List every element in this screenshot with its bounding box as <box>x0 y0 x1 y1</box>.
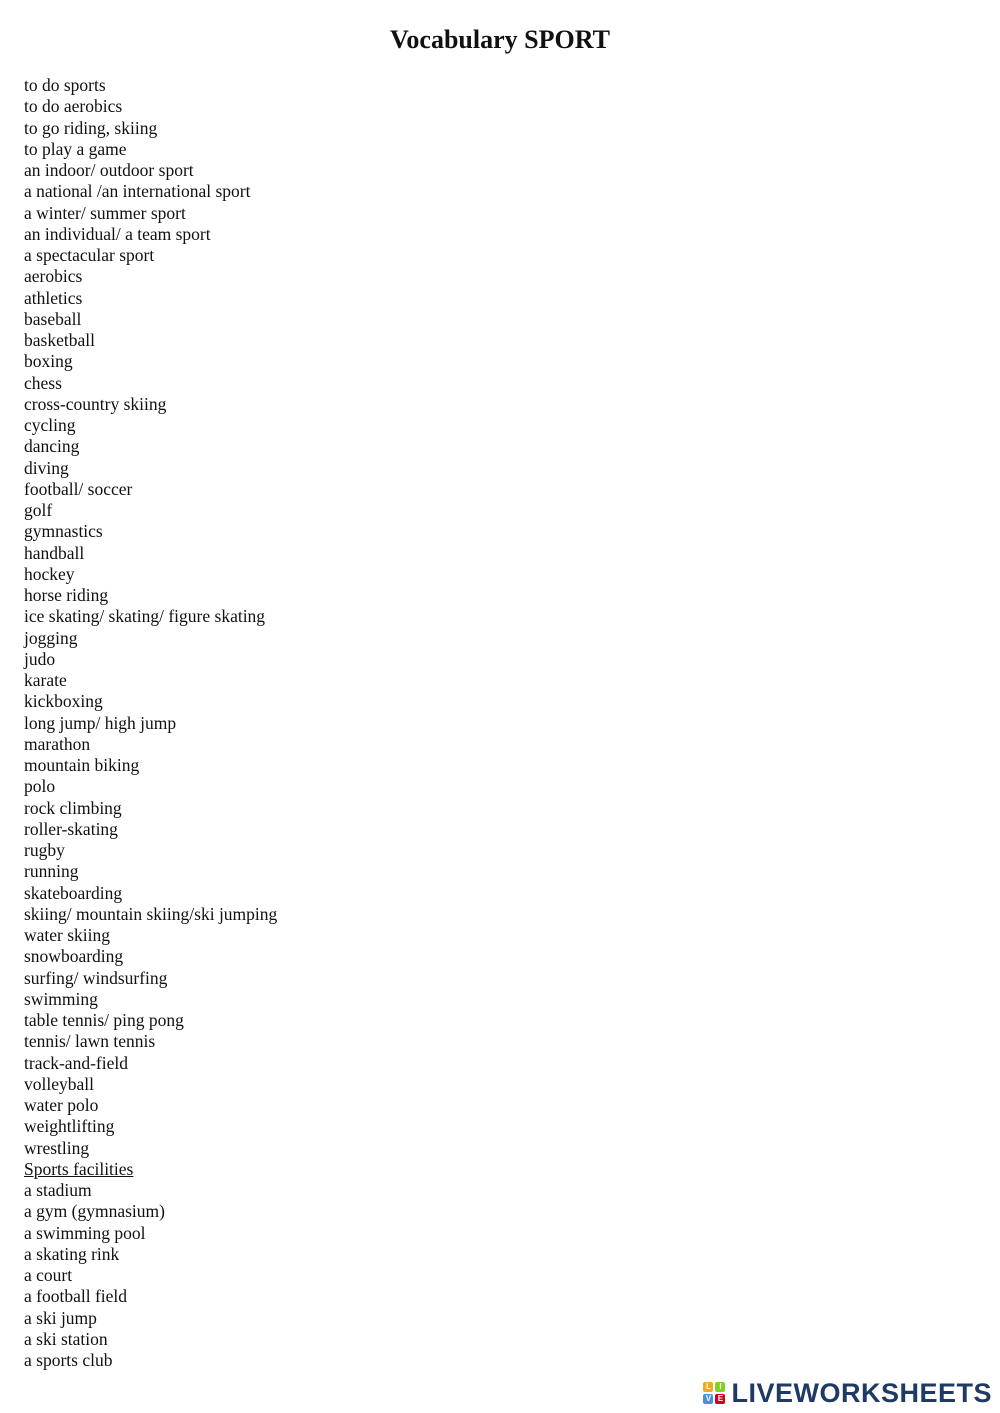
list-item: tennis/ lawn tennis <box>24 1031 156 1052</box>
list-item: running <box>24 861 79 882</box>
list-item: water skiing <box>24 925 111 945</box>
list-item: swimming <box>24 988 98 1009</box>
list-item: cycling <box>24 415 76 435</box>
list-item: ice skating/ skating/ figure skating <box>24 606 266 627</box>
list-item: basketball <box>24 330 95 350</box>
list-item: to play a game <box>24 138 127 159</box>
list-item: surfing/ windsurfing <box>24 967 168 988</box>
list-item: skateboarding <box>24 882 123 903</box>
liveworksheets-logo <box>703 1376 992 1410</box>
list-item: a sports club <box>24 1350 113 1370</box>
list-item: a football field <box>24 1286 128 1307</box>
list-item: mountain biking <box>24 755 140 775</box>
list-item: track-and-field <box>24 1052 128 1073</box>
list-item: wrestling <box>24 1137 90 1158</box>
list-item: a skating rink <box>24 1243 120 1264</box>
list-item: roller-skating <box>24 818 118 839</box>
list-item: karate <box>24 670 67 690</box>
list-item: table tennis/ ping pong <box>24 1010 184 1030</box>
list-item: a swimming pool <box>24 1222 146 1243</box>
logo-text: LIVEWORKSHEETS <box>731 1377 992 1408</box>
list-item: kickboxing <box>24 691 103 712</box>
list-item: a gym (gymnasium) <box>24 1201 165 1222</box>
list-item: long jump/ high jump <box>24 712 177 733</box>
list-item: judo <box>24 648 56 669</box>
list-item: a winter/ summer sport <box>24 202 186 223</box>
list-item: a ski jump <box>24 1307 97 1328</box>
list-item: to do sports <box>24 75 106 95</box>
list-item: an individual/ a team sport <box>24 223 211 244</box>
list-item: athletics <box>24 287 83 308</box>
list-item: to go riding, skiing <box>24 117 158 138</box>
list-item: snowboarding <box>24 946 124 967</box>
list-item: cross-country skiing <box>24 393 167 414</box>
list-item: golf <box>24 500 53 520</box>
logo-tile: L <box>703 1382 713 1392</box>
list-item: boxing <box>24 351 73 372</box>
section-heading-facilities: Sports facilities <box>24 1158 134 1179</box>
list-item: polo <box>24 776 56 797</box>
list-item: weightlifting <box>24 1116 115 1137</box>
list-item: skiing/ mountain skiing/ski jumping <box>24 903 278 924</box>
list-item: water polo <box>24 1095 99 1115</box>
list-item: rugby <box>24 840 65 860</box>
list-item: aerobics <box>24 266 83 287</box>
list-item: marathon <box>24 733 91 754</box>
list-item: diving <box>24 457 69 478</box>
list-item: jogging <box>24 627 78 648</box>
list-item: rock climbing <box>24 797 122 818</box>
list-item: a national /an international sport <box>24 181 251 202</box>
list-item: volleyball <box>24 1073 94 1094</box>
logo-tile: I <box>715 1382 725 1392</box>
logo-tile: V <box>703 1394 713 1404</box>
list-item: hockey <box>24 563 75 584</box>
liveworksheets-logo-icon <box>703 1382 725 1404</box>
list-item: a ski station <box>24 1328 108 1349</box>
list-item: football/ soccer <box>24 478 133 499</box>
list-item: a stadium <box>24 1180 92 1200</box>
list-item: dancing <box>24 436 80 457</box>
list-item: to do aerobics <box>24 96 123 117</box>
list-item: gymnastics <box>24 521 103 542</box>
list-item: horse riding <box>24 585 109 605</box>
list-item: an indoor/ outdoor sport <box>24 160 194 180</box>
list-item: a court <box>24 1265 73 1285</box>
list-item: chess <box>24 372 62 393</box>
list-item: a spectacular sport <box>24 245 155 265</box>
vocabulary-list <box>24 75 277 1371</box>
list-item: baseball <box>24 308 82 329</box>
logo-tile: E <box>715 1394 725 1404</box>
page-title: Vocabulary SPORT <box>390 25 610 54</box>
list-item: handball <box>24 542 85 563</box>
